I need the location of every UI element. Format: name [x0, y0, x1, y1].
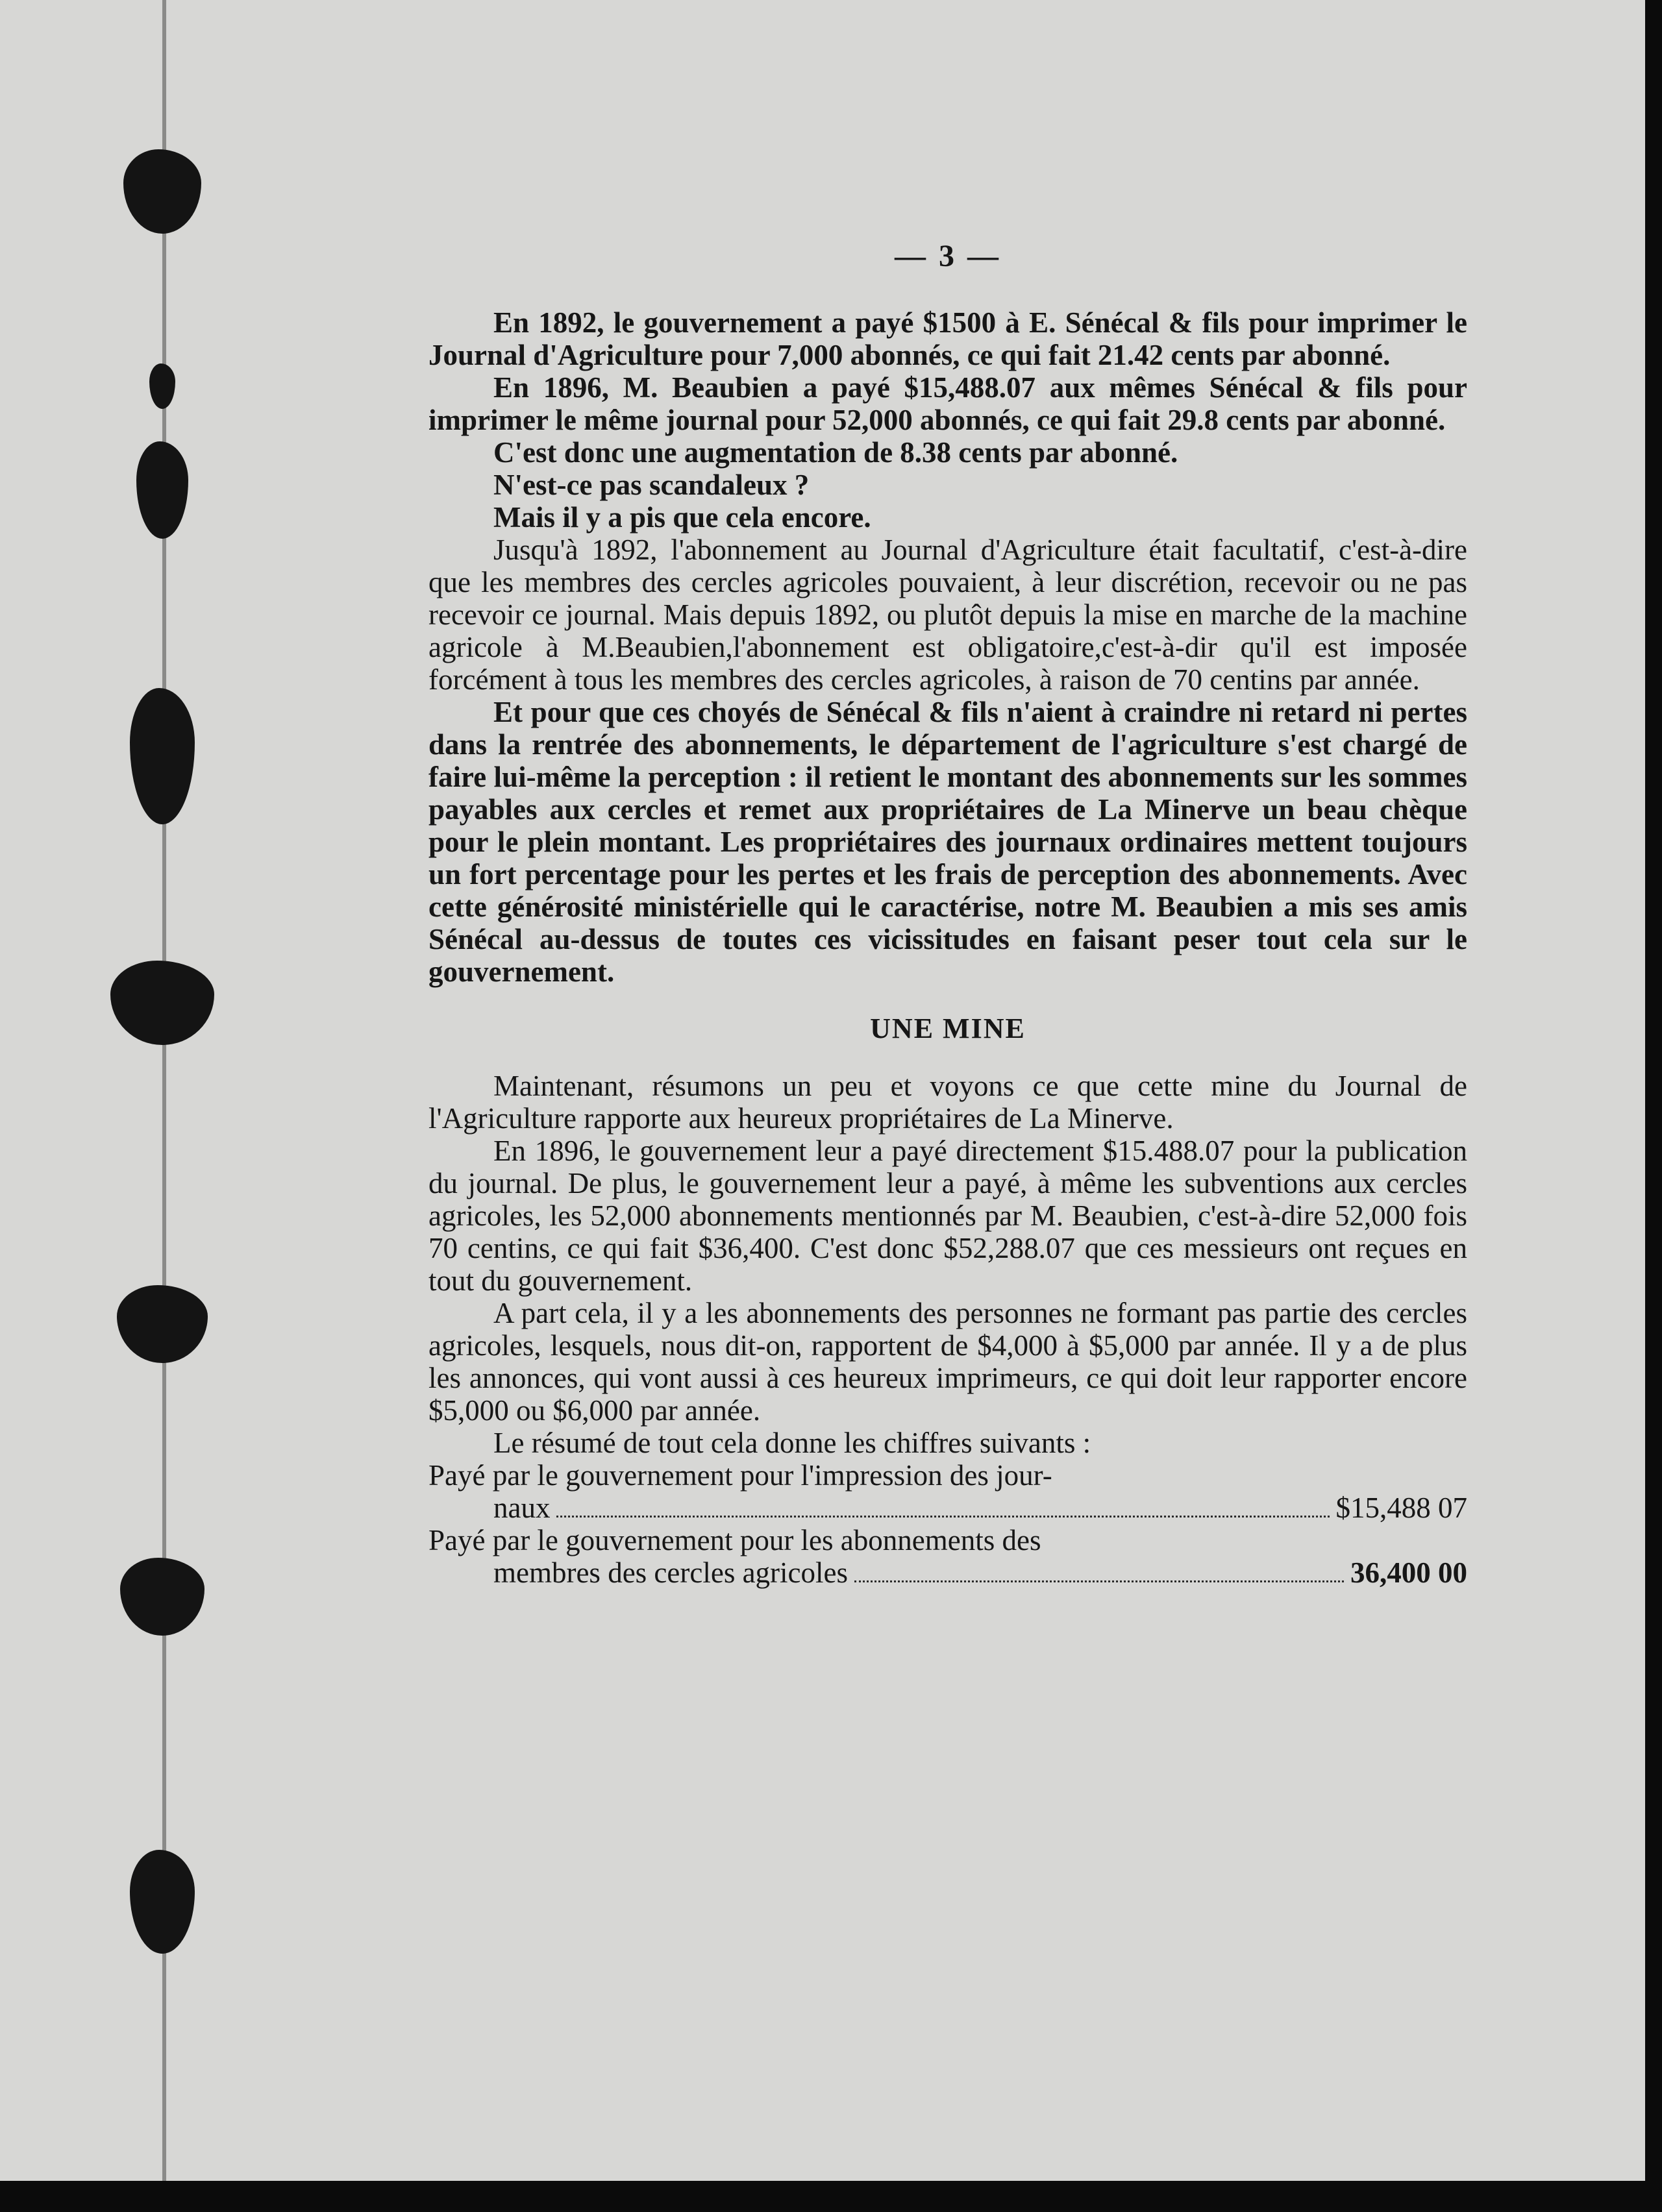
paragraph: En 1896, le gouvernement leur a payé directement $15.488.07 pour la publication du journal. De plus, le gouvernement leur a payé, à même les subventions aux cercles agricoles, les 52,000 abonnements mentionnés par M. Beaubien, c'est-à-dire 52,000 fois 70 centins, ce qui fait $36,400. C'est donc $52,288.07 que ces messieurs ont reçues en tout du gouvernement.: [428, 1135, 1467, 1297]
scan-border-bottom: [0, 2181, 1662, 2212]
article-body: [428, 240, 1467, 1589]
scan-border-right: [1645, 0, 1662, 2212]
paragraph: N'est-ce pas scandaleux ?: [493, 469, 810, 501]
section-heading: UNE MINE: [870, 1013, 1026, 1044]
dot-leader: [854, 1580, 1344, 1582]
paragraph: Le résumé de tout cela donne les chiffres suivants :: [493, 1427, 1091, 1459]
binding-mark: [149, 363, 175, 409]
binding-margin: [97, 0, 221, 2181]
ledger: [428, 1459, 1467, 1589]
paragraph: Jusqu'à 1892, l'abonnement au Journal d'Agriculture était facultatif, c'est-à-dire que les membres des cercles agricoles pouvaient, à leur discrétion, recevoir ou ne pas recevoir ce journal. Mais depuis 1892, ou plutôt depuis la mise en marche de la machine agricole à M.Beaubien,l'abonnement est obligatoire,c'est-à-dir qu'il est imposée forcément à tous les membres des cercles agricoles, à raison de 70 centins par année.: [428, 534, 1467, 696]
page-number: — 3 —: [895, 239, 1001, 273]
binding-mark: [130, 688, 195, 824]
binding-mark: [136, 441, 188, 539]
binding-mark: [117, 1285, 208, 1363]
paragraph: En 1892, le gouvernement a payé $1500 à E. Sénécal & fils pour imprimer le Journal d'Agriculture pour 7,000 abonnés, ce qui fait 21.42 cents par abonné.: [428, 306, 1467, 371]
paragraph: A part cela, il y a les abonnements des personnes ne formant pas partie des cercles agricoles, lesquels, nous dit-on, rapportent de $4,000 à $5,000 par année. Il y a de plus les annonces, qui vont aussi à ces heureux imprimeurs, ce qui doit leur rapporter encore $5,000 ou $6,000 par année.: [428, 1297, 1467, 1427]
binding-mark: [123, 149, 201, 234]
ledger-amount: $15,488 07: [1335, 1492, 1467, 1524]
paragraph: Mais il y a pis que cela encore.: [493, 501, 871, 534]
dot-leader: [556, 1516, 1329, 1518]
binding-mark: [110, 961, 214, 1045]
ledger-label: Payé par le gouvernement pour les abonnements des: [428, 1524, 1041, 1556]
paragraph: Et pour que ces choyés de Sénécal & fils n'aient à craindre ni retard ni pertes dans la rentrée des abonnements, le département de l'agriculture s'est chargé de faire lui-même la perception : il retient le montant des abonnements sur les sommes payables aux cercles et remet aux propriétaires de La Minerve un beau chèque pour le plein montant. Les propriétaires des journaux ordinaires mettent toujours un fort percentage pour les pertes et les frais de perception des abonnements. Avec cette générosité ministérielle qui le caractérise, notre M. Beaubien a mis ses amis Sénécal au-dessus de toutes ces vicissitudes en faisant peser tout cela sur le gouvernement.: [428, 696, 1467, 988]
ledger-entry: [428, 1459, 1467, 1524]
paragraph: C'est donc une augmentation de 8.38 cents par abonné.: [493, 436, 1178, 469]
ledger-label: Payé par le gouvernement pour l'impression des jour-: [428, 1459, 1052, 1492]
ledger-label-cont: naux: [493, 1492, 551, 1524]
ledger-amount: 36,400 00: [1350, 1556, 1467, 1589]
paragraph: En 1896, M. Beaubien a payé $15,488.07 aux mêmes Sénécal & fils pour imprimer le même journal pour 52,000 abonnés, ce qui fait 29.8 cents par abonné.: [428, 371, 1467, 436]
paragraph: Maintenant, résumons un peu et voyons ce que cette mine du Journal de l'Agriculture rapporte aux heureux propriétaires de La Minerve.: [428, 1070, 1467, 1135]
binding-mark: [130, 1850, 195, 1954]
ledger-entry: [428, 1524, 1467, 1589]
binding-mark: [120, 1558, 205, 1636]
ledger-label-cont: membres des cercles agricoles: [493, 1556, 848, 1589]
